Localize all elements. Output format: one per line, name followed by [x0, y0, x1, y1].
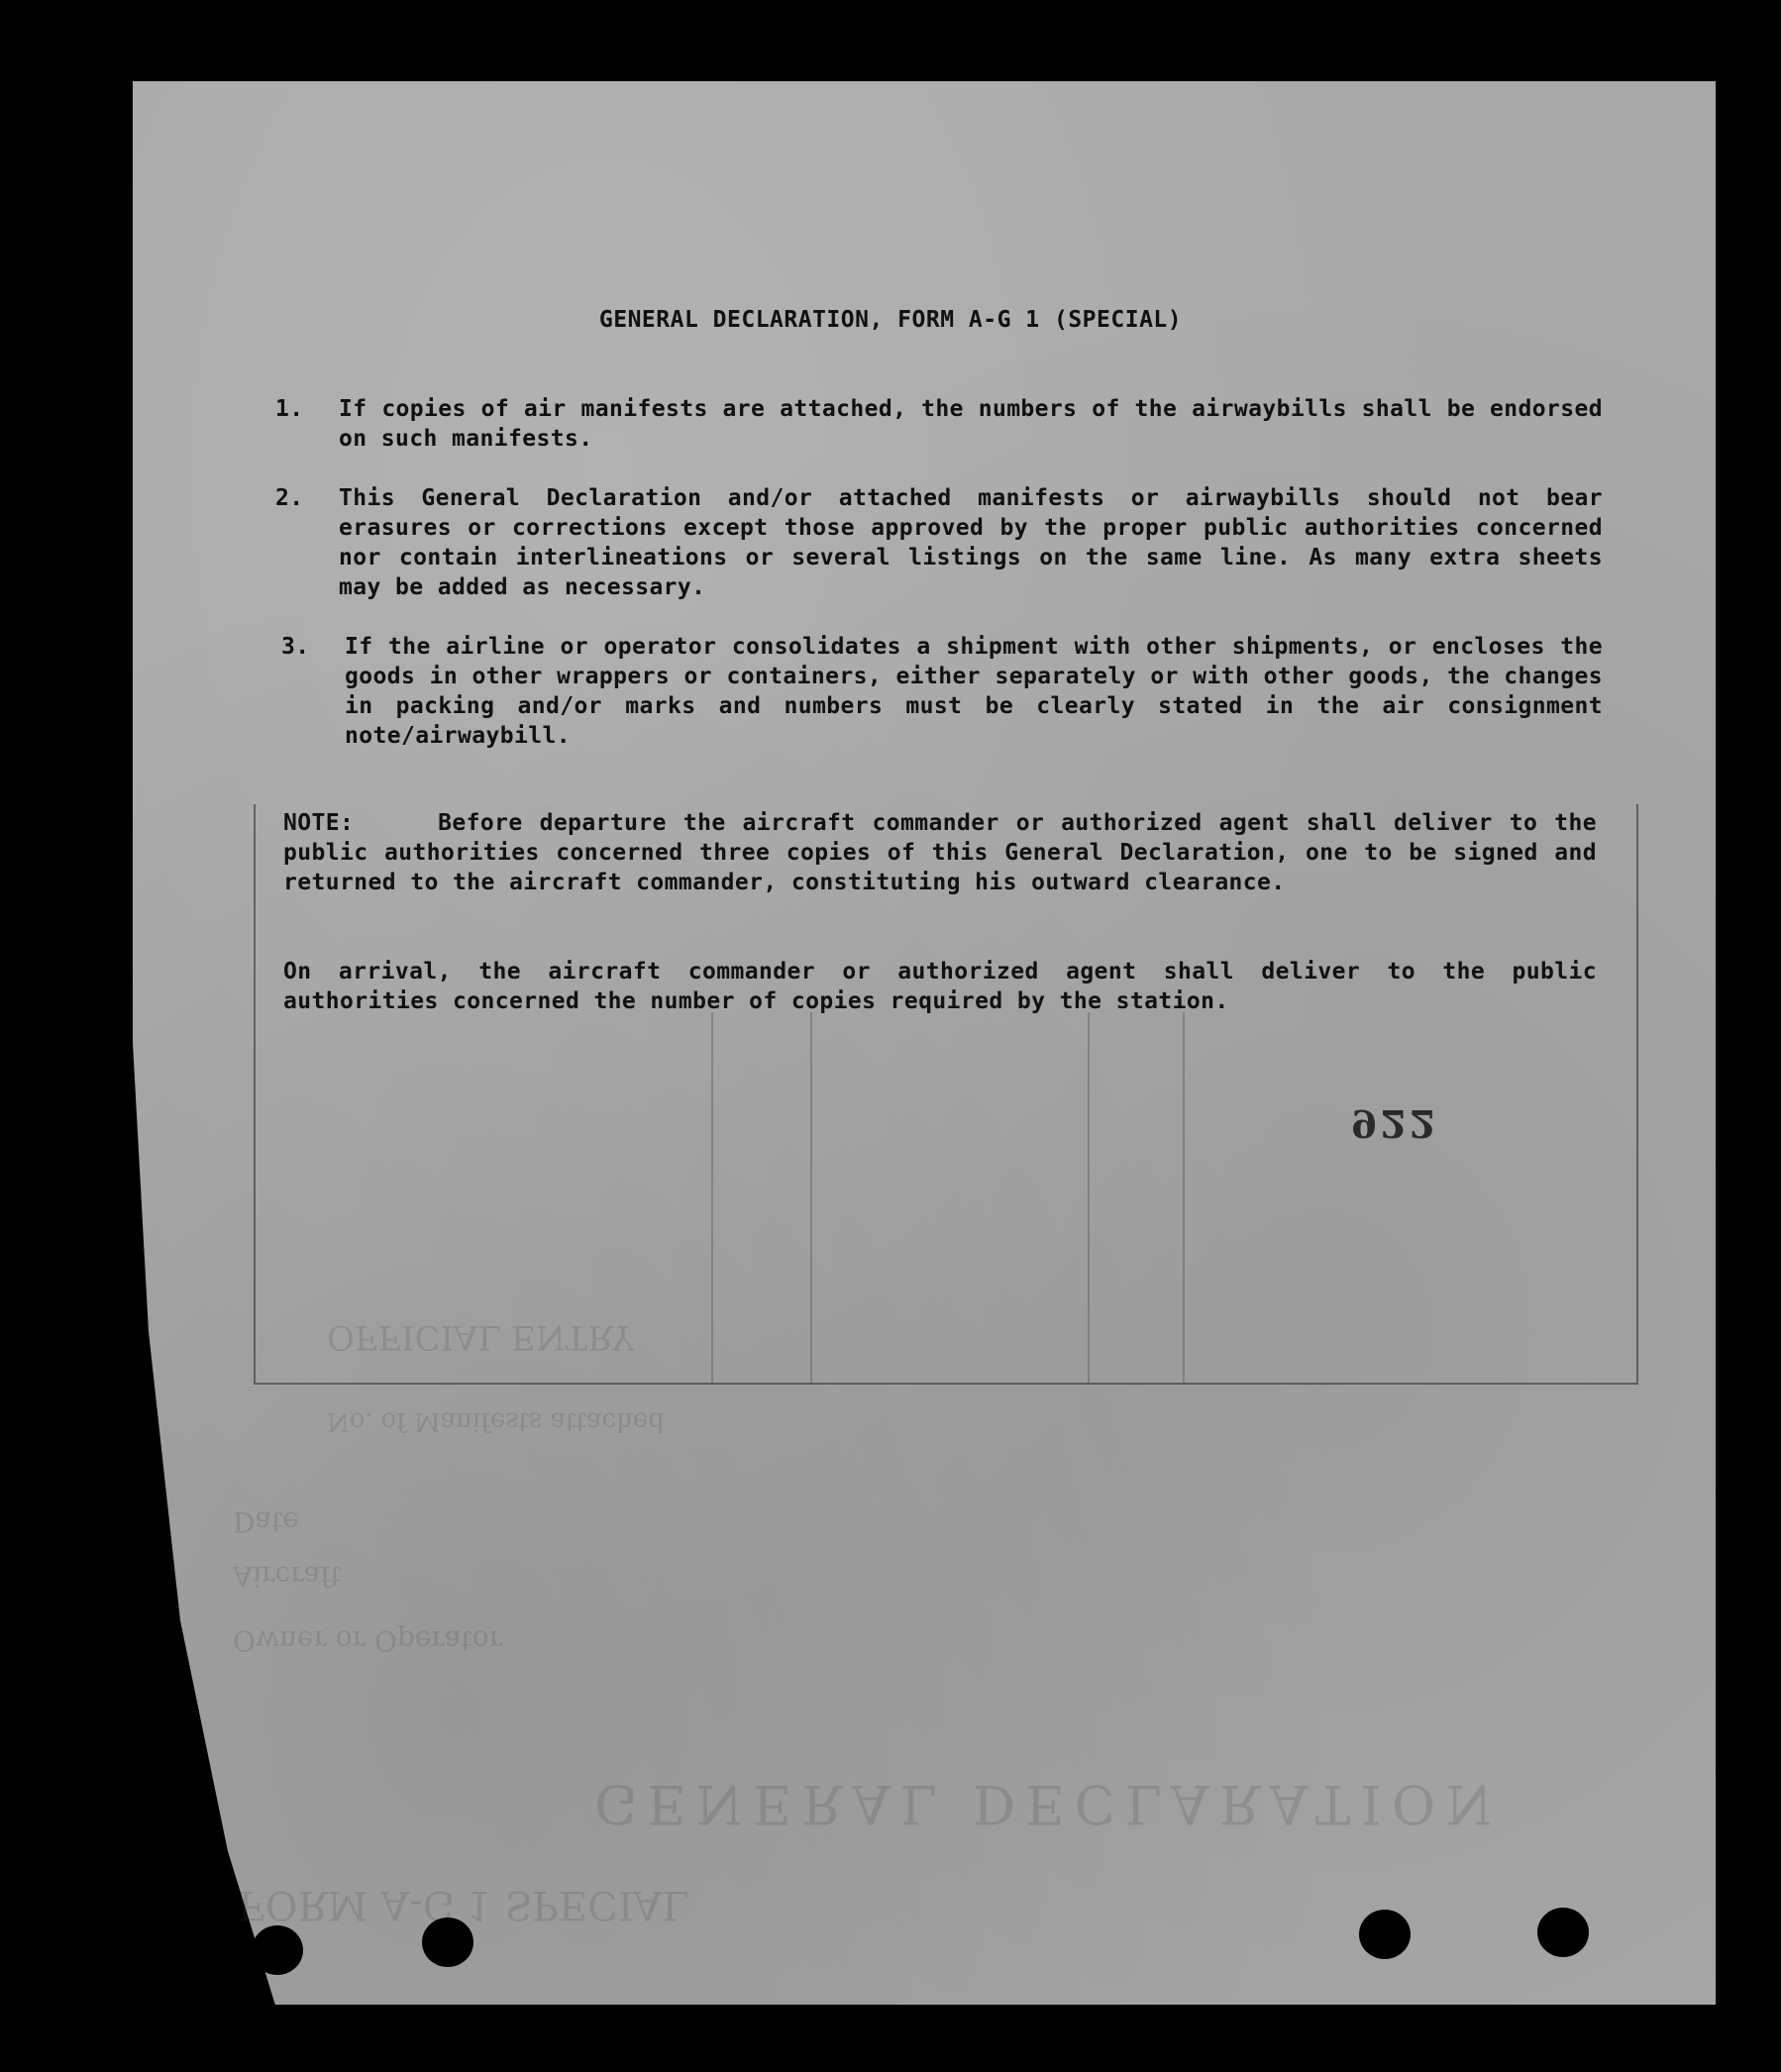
item-number: 1. [275, 396, 304, 422]
item-text: This General Declaration and/or attached manifests or airwaybills should not bear erasures or corrections except those approved by the proper public authorities concerned nor contain interlineations or several listings on the same line. As many extra sheets may be added as necessary. [339, 485, 1603, 600]
note-text: Before departure the aircraft commander or authorized agent shall deliver to the public authorities concerned three copies of this General Declaration, one to be signed and returned to the aircraft commander, constituting his outward clearance. [283, 810, 1597, 895]
item-number: 3. [281, 634, 310, 660]
arrival-paragraph: On arrival, the aircraft commander or authorized agent shall deliver to the public authorities concerned the number of copies required by the station. [283, 959, 1597, 1014]
show-through-rule [711, 1012, 713, 1383]
punch-hole [252, 1925, 303, 1975]
instruction-item-1 [275, 394, 1603, 456]
punch-hole [1359, 1910, 1411, 1959]
note-label: NOTE: [283, 810, 355, 836]
page-number-mark: 922 [1351, 1101, 1439, 1146]
show-through-rule [810, 1012, 812, 1383]
instruction-item-3 [275, 632, 1603, 753]
show-through-rule [1183, 1012, 1185, 1383]
item-text: If the airline or operator consolidates a shipment with other shipments, or encloses the goods in other wrappers or containers, either separately or with other goods, the changes in packing and/or marks and numbers must be clearly stated in the air consignment note/airwaybill. [345, 634, 1603, 749]
show-through-rule [1088, 1012, 1090, 1383]
instruction-item-2 [275, 483, 1603, 604]
note-paragraph [283, 808, 1597, 897]
item-number: 2. [275, 485, 304, 511]
punch-hole [1537, 1908, 1589, 1957]
punch-hole [422, 1917, 473, 1967]
item-text: If copies of air manifests are attached, the numbers of the airwaybills shall be endorsed on such manifests. [339, 396, 1603, 452]
form-title: GENERAL DECLARATION, FORM A-G 1 (SPECIAL) [598, 307, 1183, 333]
